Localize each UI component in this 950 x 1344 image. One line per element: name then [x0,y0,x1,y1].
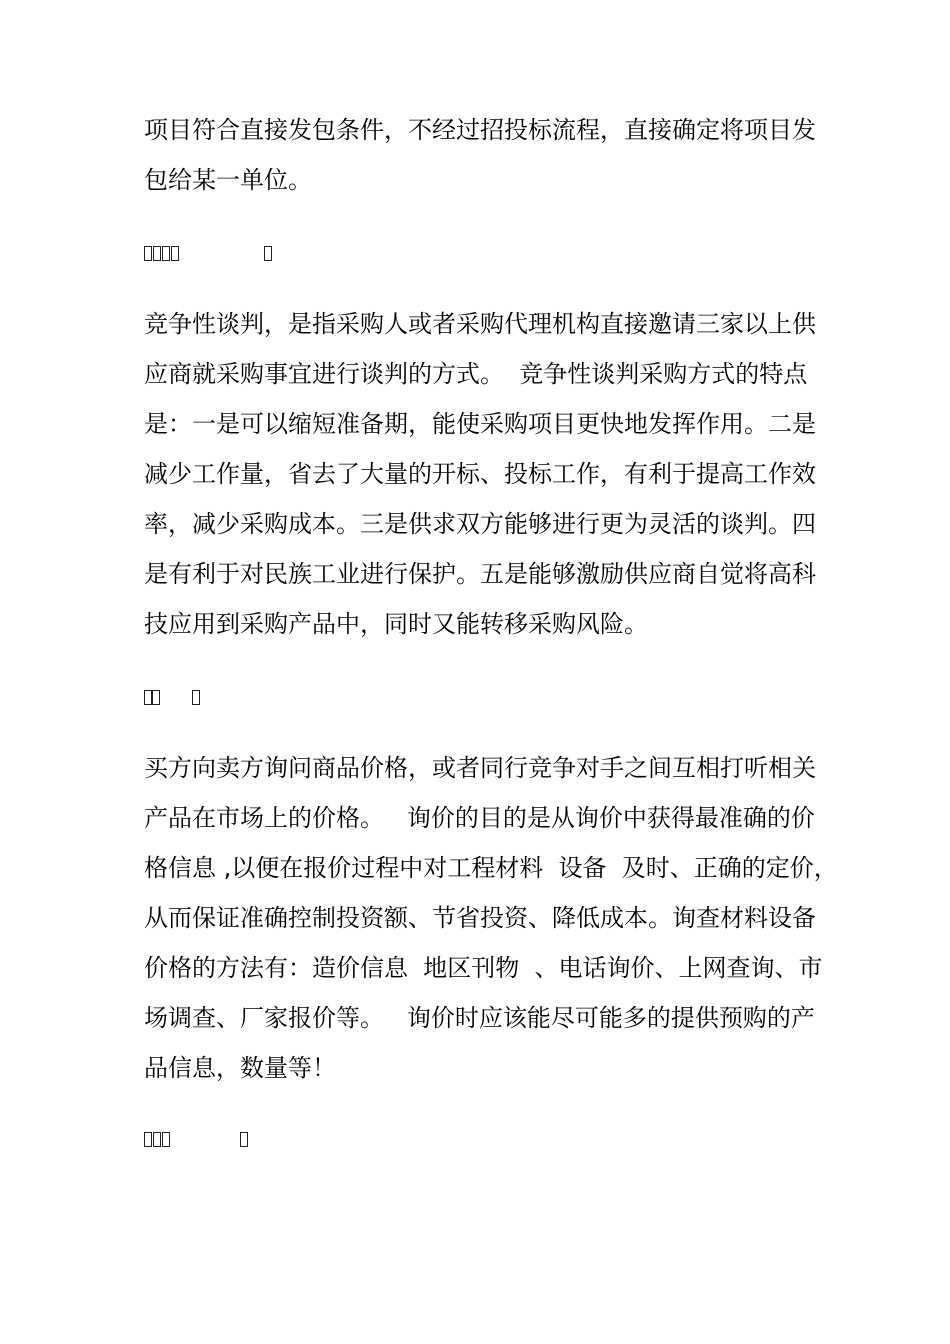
paragraph-line: 格信息 ,以便在报价过程中对工程材料 设备 及时、正确的定价， [144,854,838,882]
paragraph-line: 技应用到采购产品中，同时又能转移采购风险。 [144,610,648,638]
paragraph-line: 买方向卖方询问商品价格，或者同行竞争对手之间互相打听相关 [144,754,816,782]
paragraph-line: 应商就采购事宜进行谈判的方式。 竞争性谈判采购方式的特点 [144,360,808,388]
paragraph-inquiry [144,743,838,1093]
missing-glyph-icon [171,246,179,261]
missing-glyph-icon [153,246,161,261]
missing-glyph-icon [264,246,272,261]
paragraph-line: 减少工作量，省去了大量的开标、投标工作，有利于提高工作效 [144,460,816,488]
missing-glyph-icon [162,246,170,261]
paragraph-line: 项目符合直接发包条件，不经过招投标流程，直接确定将项目发 [144,116,816,144]
paragraph-line: 是有利于对民族工业进行保护。五是能够激励供应商自觉将高科 [144,560,816,588]
paragraph-line: 品信息，数量等！ [144,1054,336,1082]
paragraph-line: 价格的方法有：造价信息 地区刊物 、电话询价、上网查询、市 [144,954,823,982]
paragraph-direct-contracting [144,105,824,205]
section-heading-garbled-1 [144,244,444,268]
section-heading-garbled-3 [144,1130,444,1154]
paragraph-line: 竞争性谈判，是指采购人或者采购代理机构直接邀请三家以上供 [144,310,816,338]
paragraph-line: 是：一是可以缩短准备期，能使采购项目更快地发挥作用。二是 [144,410,816,438]
paragraph-line: 包给某一单位。 [144,166,312,194]
paragraph-competitive-negotiation [144,299,824,649]
section-heading-garbled-2 [144,688,444,712]
missing-glyph-icon [240,1132,248,1147]
paragraph-line: 从而保证准确控制投资额、节省投资、降低成本。询查材料设备 [144,904,816,932]
missing-glyph-icon [144,1132,152,1147]
missing-glyph-icon [152,690,160,705]
missing-glyph-icon [192,690,200,705]
paragraph-line: 率，减少采购成本。三是供求双方能够进行更为灵活的谈判。四 [144,510,816,538]
missing-glyph-icon [162,1132,170,1147]
paragraph-line: 产品在市场上的价格。 询价的目的是从询价中获得最准确的价 [144,804,815,832]
missing-glyph-icon [153,1132,161,1147]
missing-glyph-icon [144,690,152,705]
missing-glyph-icon [144,246,152,261]
paragraph-line: 场调查、厂家报价等。 询价时应该能尽可能多的提供预购的产 [144,1004,815,1032]
